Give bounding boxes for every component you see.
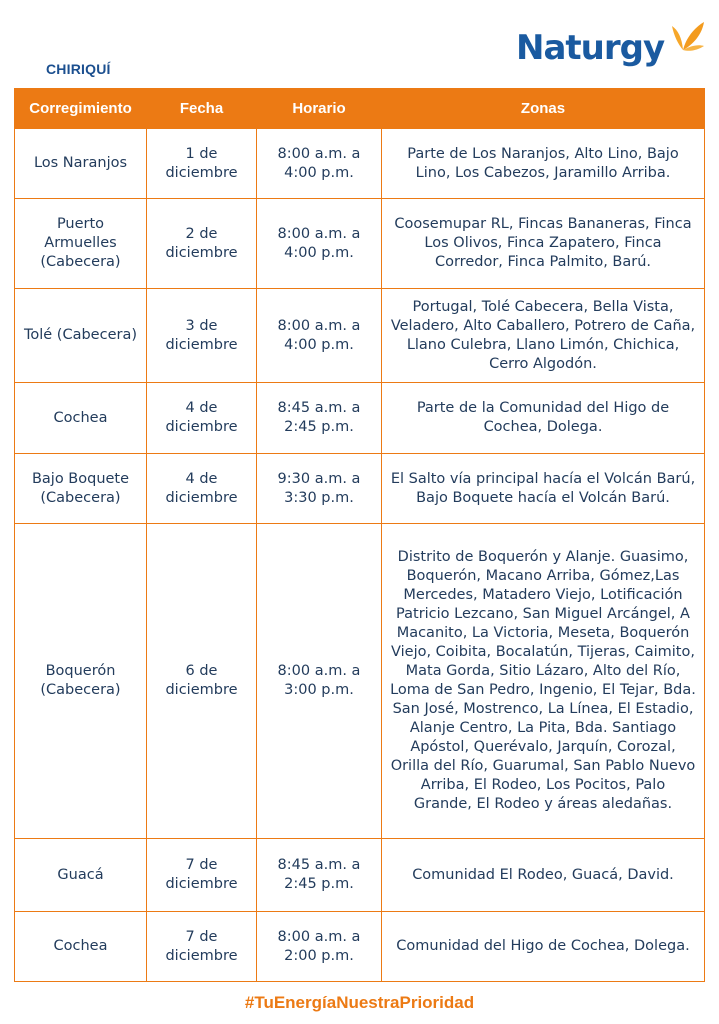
cell-corregimiento: Bajo Boquete (Cabecera) [15,454,147,524]
cell-horario: 8:00 a.m. a 3:00 p.m. [257,524,382,839]
cell-horario: 8:00 a.m. a 2:00 p.m. [257,912,382,982]
cell-horario: 8:45 a.m. a 2:45 p.m. [257,383,382,454]
cell-zonas: Distrito de Boquerón y Alanje. Guasimo, Boquerón, Macano Arriba, Gómez,Las Mercedes, Matadero Viejo, Lotificación Patricio Lezcano, San Miguel Arcángel, A Macanito, La Victoria, Meseta, Boquerón Viejo, Coibita, Bocalatún, Tijeras, Caimito, Mata Gorda, Sitio Lázaro, Alto del Río, Loma de San Pedro, Ingenio, El Tejar, Bda. San José, Mostrenco, La Línea, El Estadio, Alanje Centro, La Pita, Bda. Santiago Apóstol, Querévalo, Jarquín, Corozal, Orilla del Río, Guarumal, San Pablo Nuevo Arriba, El Rodeo, Los Pocitos, Palo Grande, El Rodeo y áreas aledañas. [382,524,705,839]
cell-horario: 8:00 a.m. a 4:00 p.m. [257,289,382,383]
cell-zonas: Comunidad del Higo de Cochea, Dolega. [382,912,705,982]
cell-zonas: El Salto vía principal hacía el Volcán Barú, Bajo Boquete hacía el Volcán Barú. [382,454,705,524]
cell-zonas: Portugal, Tolé Cabecera, Bella Vista, Veladero, Alto Caballero, Potrero de Caña, Llano Culebra, Llano Limón, Chichica, Cerro Algodón. [382,289,705,383]
cell-corregimiento: Boquerón (Cabecera) [15,524,147,839]
cell-fecha: 4 de diciembre [147,454,257,524]
cell-fecha: 7 de diciembre [147,912,257,982]
cell-horario: 8:00 a.m. a 4:00 p.m. [257,129,382,199]
table-row [15,912,705,982]
cell-corregimiento: Guacá [15,839,147,912]
cell-horario: 9:30 a.m. a 3:30 p.m. [257,454,382,524]
cell-zonas: Parte de Los Naranjos, Alto Lino, Bajo Lino, Los Cabezos, Jaramillo Arriba. [382,129,705,199]
region-title: CHIRIQUÍ [46,61,111,77]
table-row [15,199,705,289]
cell-corregimiento: Cochea [15,912,147,982]
cell-corregimiento: Tolé (Cabecera) [15,289,147,383]
header-fecha: Fecha [147,89,257,129]
cell-corregimiento: Los Naranjos [15,129,147,199]
table-row [15,524,705,839]
cell-fecha: 1 de diciembre [147,129,257,199]
table-row [15,454,705,524]
cell-fecha: 7 de diciembre [147,839,257,912]
naturgy-logo [516,20,706,76]
table-row [15,383,705,454]
cell-corregimiento: Puerto Armuelles (Cabecera) [15,199,147,289]
butterfly-icon [668,20,706,60]
campaign-hashtag: #TuEnergíaNuestraPrioridad [244,993,475,1012]
table-row [15,839,705,912]
table-row [15,289,705,383]
header-corregimiento: Corregimiento [15,89,147,129]
cell-fecha: 4 de diciembre [147,383,257,454]
logo-wordmark: Naturgy [516,28,665,68]
cell-zonas: Coosemupar RL, Fincas Bananeras, Finca Los Olivos, Finca Zapatero, Finca Corredor, Finca Palmito, Barú. [382,199,705,289]
cell-fecha: 3 de diciembre [147,289,257,383]
cell-fecha: 2 de diciembre [147,199,257,289]
header-horario: Horario [257,89,382,129]
table-row [15,129,705,199]
schedule-table [14,88,705,982]
header-zonas: Zonas [382,89,705,129]
cell-zonas: Comunidad El Rodeo, Guacá, David. [382,839,705,912]
cell-corregimiento: Cochea [15,383,147,454]
table-header-row [15,89,705,129]
cell-fecha: 6 de diciembre [147,524,257,839]
cell-horario: 8:45 a.m. a 2:45 p.m. [257,839,382,912]
cell-zonas: Parte de la Comunidad del Higo de Cochea, Dolega. [382,383,705,454]
cell-horario: 8:00 a.m. a 4:00 p.m. [257,199,382,289]
